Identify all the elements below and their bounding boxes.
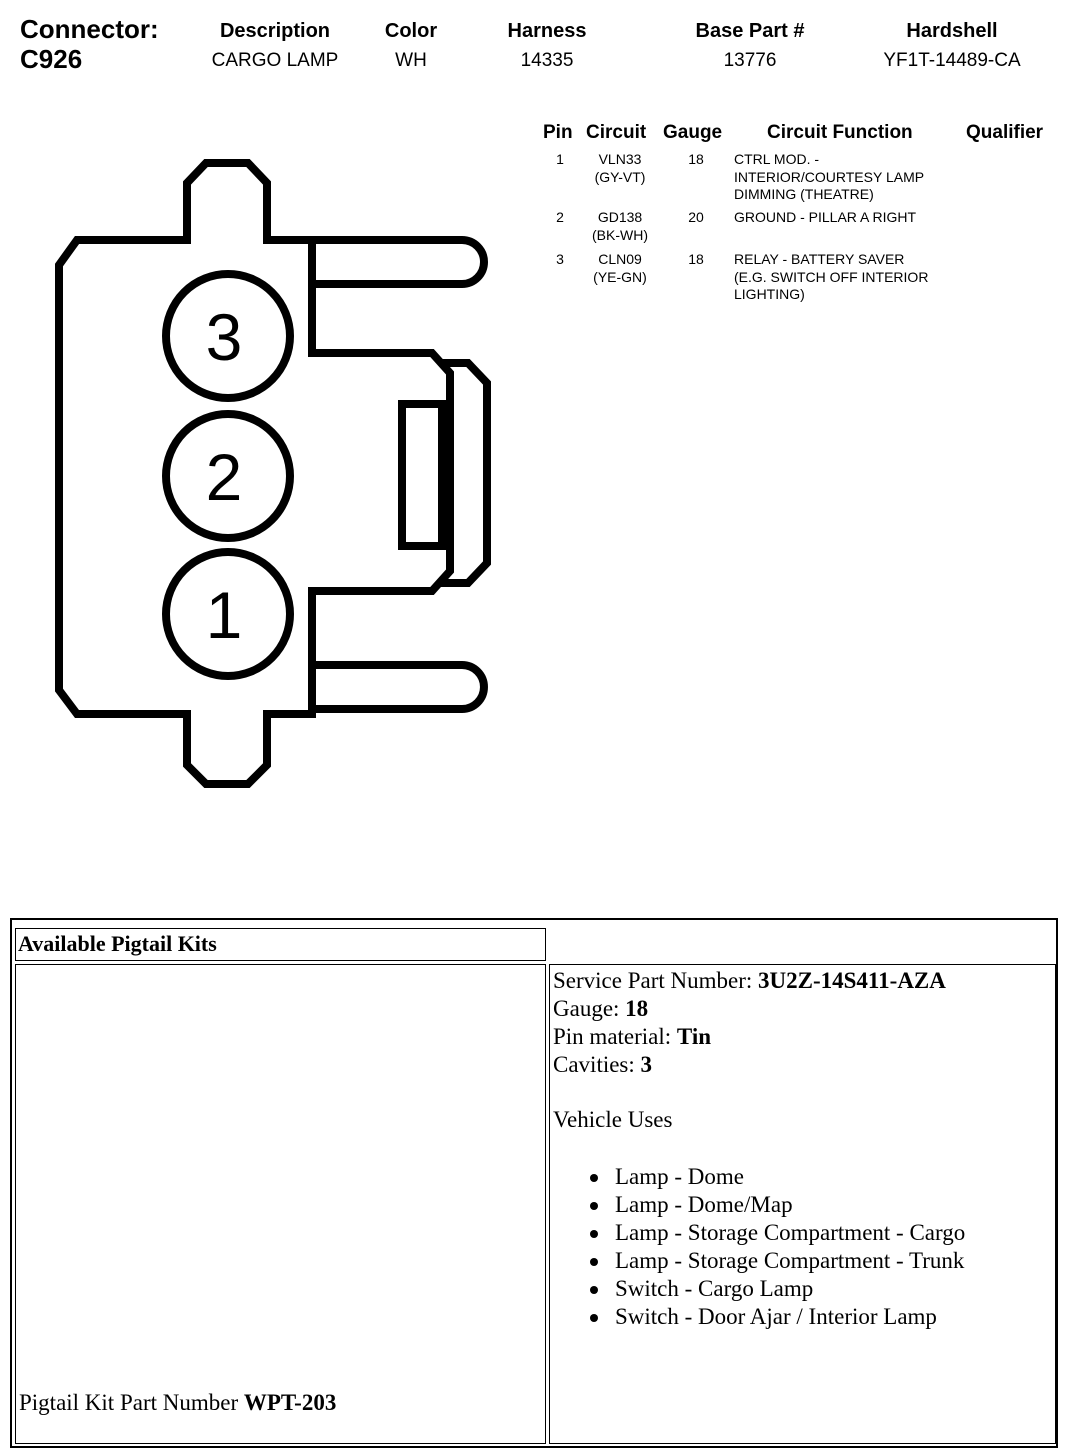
base-part-header: Base Part # — [695, 20, 805, 42]
gauge-value: 18 — [625, 996, 649, 1021]
pigtail-gauge — [553, 995, 648, 1023]
cavities-value: 3 — [640, 1052, 653, 1077]
vehicle-uses-list — [590, 1163, 965, 1331]
upper-latch-finger — [312, 240, 484, 284]
description-value: CARGO LAMP — [211, 50, 339, 71]
list-item — [590, 1191, 965, 1219]
circuit-function-line: (E.G. SWITCH OFF INTERIOR — [734, 268, 929, 285]
color-header: Color — [384, 20, 438, 42]
kit-part-value: WPT-203 — [243, 1390, 337, 1415]
gauge-label: Gauge: — [553, 996, 626, 1021]
bullet-icon — [590, 1202, 598, 1210]
service-part-number — [553, 967, 946, 995]
vehicle-use-text: Switch - Cargo Lamp — [615, 1276, 814, 1301]
circuit-function-line: DIMMING (THEATRE) — [734, 186, 874, 202]
service-part-value: 3U2Z-14S411-AZA — [758, 968, 946, 993]
cavities-label: Cavities: — [553, 1052, 641, 1077]
list-item — [590, 1219, 965, 1247]
vehicle-uses-title: Vehicle Uses — [553, 1107, 673, 1132]
connector-face-diagram — [0, 0, 520, 800]
gauge-column-header: Gauge — [663, 122, 723, 143]
connector-label: Connector: — [20, 14, 159, 44]
hardshell-value: YF1T-14489-CA — [883, 50, 1021, 71]
pigtail-image-cell — [15, 964, 546, 1444]
bullet-icon — [590, 1258, 598, 1266]
pin-material — [553, 1023, 711, 1051]
bullet-icon — [590, 1314, 598, 1322]
hardshell-header: Hardshell — [906, 20, 998, 42]
wire-gauge: 18 — [688, 151, 704, 167]
circuit-code: GD138 — [597, 209, 643, 225]
vehicle-use-text: Lamp - Dome/Map — [615, 1192, 793, 1217]
header-hardshell — [883, 19, 1020, 73]
vehicle-use-text: Lamp - Storage Compartment - Cargo — [615, 1220, 966, 1245]
connector-id: C926 — [20, 44, 83, 74]
vehicle-use-text: Lamp - Storage Compartment - Trunk — [615, 1248, 965, 1273]
wire-color: (GY-VT) — [594, 168, 646, 185]
kit-part-label: Pigtail Kit Part Number — [19, 1390, 244, 1415]
pin-number: 2 — [556, 209, 564, 225]
circuit-function-line: LIGHTING) — [734, 286, 805, 302]
vehicle-use-text: Switch - Door Ajar / Interior Lamp — [615, 1304, 937, 1329]
pin-number: 1 — [556, 151, 564, 167]
harness-value: 14335 — [520, 50, 574, 71]
circuit-column-header: Circuit — [586, 122, 647, 143]
pin-3-label: 3 — [205, 300, 243, 374]
header-base-part — [696, 19, 805, 73]
pin-column-header: Pin — [543, 122, 573, 143]
base-part-value: 13776 — [723, 50, 777, 71]
wire-gauge: 20 — [688, 209, 704, 225]
pin-2-label: 2 — [205, 440, 243, 514]
description-header: Description — [219, 20, 331, 42]
pigtail-kit-part-number — [19, 1389, 336, 1417]
list-item — [590, 1163, 965, 1191]
wire-gauge: 18 — [688, 251, 704, 267]
list-item — [590, 1247, 965, 1275]
circuit-function-line: GROUND - PILLAR A RIGHT — [734, 209, 917, 225]
circuit-code: VLN33 — [598, 151, 642, 167]
circuit-function-line: INTERIOR/COURTESY LAMP — [734, 168, 925, 185]
wire-color: (BK-WH) — [592, 226, 648, 243]
connector-housing-outline — [59, 163, 450, 784]
bullet-icon — [590, 1230, 598, 1238]
vehicle-use-text: Lamp - Dome — [615, 1164, 745, 1189]
bullet-icon — [590, 1174, 598, 1182]
circuit-function-line: CTRL MOD. - — [734, 151, 820, 167]
bullet-icon — [590, 1286, 598, 1294]
qualifier-column-header: Qualifier — [966, 122, 1044, 143]
lower-latch-finger — [312, 665, 484, 709]
pin-1-label: 1 — [205, 578, 243, 652]
pin-number: 3 — [556, 251, 564, 267]
list-item — [590, 1303, 965, 1331]
pigtail-kits-title: Available Pigtail Kits — [18, 931, 217, 956]
list-item — [590, 1275, 965, 1303]
color-value: WH — [395, 50, 427, 71]
circuit-code: CLN09 — [598, 251, 642, 267]
wire-color: (YE-GN) — [593, 268, 647, 285]
pin-material-label: Pin material: — [553, 1024, 677, 1049]
circuit-function-line: RELAY - BATTERY SAVER — [734, 251, 905, 267]
cavities — [553, 1051, 652, 1079]
harness-header: Harness — [507, 20, 587, 42]
pin-material-value: Tin — [676, 1024, 712, 1049]
service-part-label: Service Part Number: — [553, 968, 759, 993]
locking-tab — [402, 404, 442, 546]
function-column-header: Circuit Function — [767, 122, 913, 143]
